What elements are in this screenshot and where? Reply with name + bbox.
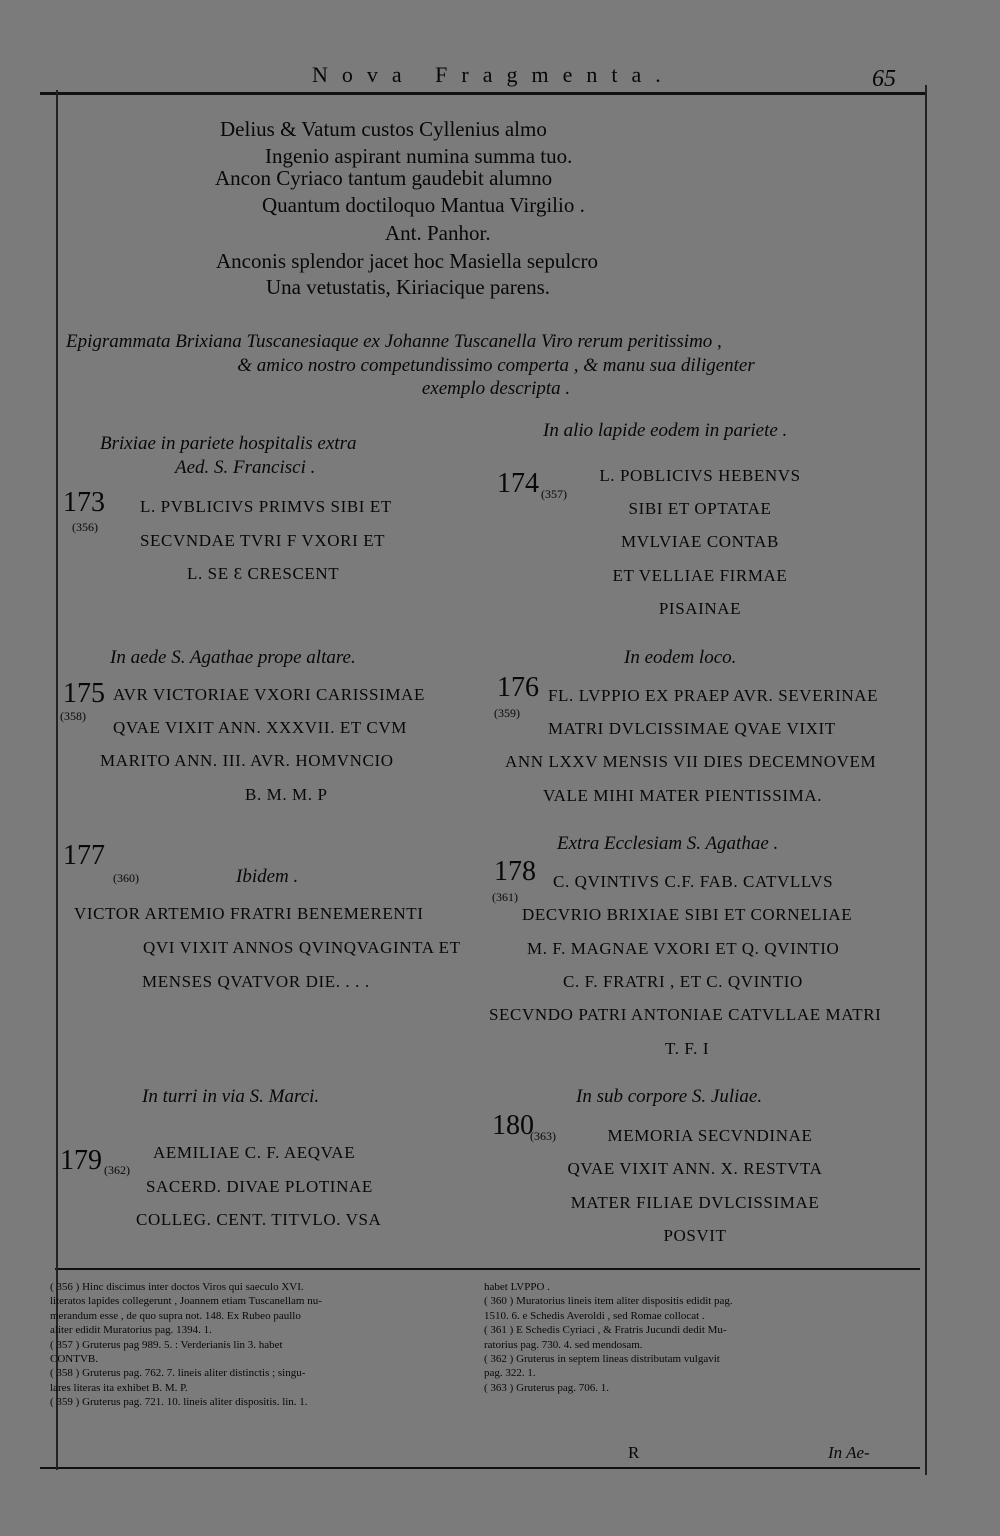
footnote-line: literatos lapides collegerunt , Joannem etiam Tuscanellam nu- xyxy=(50,1295,322,1308)
inscription-line: PISAINAE xyxy=(658,599,742,618)
page-number: 65 xyxy=(872,66,896,92)
inscription-line: MATRI DVLCISSIMAE QVAE VIXIT xyxy=(548,719,836,738)
footnote-line: ( 357 ) Gruterus pag 989. 5. : Verderianis lin 3. habet xyxy=(50,1338,283,1351)
footnote-ref: (357) xyxy=(541,487,567,501)
footnote-ref: (361) xyxy=(492,890,518,904)
inscription-line: QVAE VIXIT ANN. X. RESTVTA xyxy=(567,1159,823,1178)
footnote-ref: (363) xyxy=(530,1129,556,1143)
signature-mark: R xyxy=(628,1443,640,1462)
inscription-line: ANN LXXV MENSIS VII DIES DECEMNOVEM xyxy=(505,752,877,771)
inscription-heading: In alio lapide eodem in pariete . xyxy=(543,420,788,441)
inscription-line: SECVNDAE TVRI F VXORI ET xyxy=(140,531,386,550)
footnote-rule xyxy=(55,1268,920,1270)
inscription-number: 174 xyxy=(497,468,539,499)
footnote-line: habet LVPPO . xyxy=(484,1281,550,1293)
inscription-line: MEMORIA SECVNDINAE xyxy=(607,1126,813,1145)
footnote-line: merandum esse , de quo supra not. 148. Ex Rubeo paullo xyxy=(50,1309,301,1322)
footnote-line: ratorius pag. 730. 4. sed mendosam. xyxy=(484,1338,643,1351)
footnote-line: ( 359 ) Gruterus pag. 721. 10. lineis aliter dispositis. lin. 1. xyxy=(50,1396,308,1409)
footnote-line: aliter edidit Muratorius pag. 1394. 1. xyxy=(50,1324,212,1337)
inscription-heading: In sub corpore S. Juliae. xyxy=(576,1086,763,1107)
inscription-number: 177 xyxy=(63,840,105,871)
poem-line: Ingenio aspirant numina summa tuo. xyxy=(265,144,573,168)
footnote-line: pag. 322. 1. xyxy=(484,1367,536,1380)
poem-line: Ancon Cyriaco tantum gaudebit alumno xyxy=(215,166,553,190)
inscription-line: AEMILIAE C. F. AEQVAE xyxy=(153,1143,356,1162)
footnotes-left xyxy=(50,1280,480,1410)
inscription-heading: Aed. S. Francisci . xyxy=(175,457,316,478)
inscription-line: QVI VIXIT ANNOS QVINQVAGINTA ET xyxy=(143,938,461,957)
poem-attribution: Ant. Panhor. xyxy=(385,221,491,245)
inscription-heading: In eodem loco. xyxy=(624,647,737,668)
right-margin-line xyxy=(925,85,927,1475)
inscription-line: MVLVIAE CONTAB xyxy=(621,532,779,551)
inscription-line: POSVIT xyxy=(663,1226,727,1245)
inscription-line: DECVRIO BRIXIAE SIBI ET CORNELIAE xyxy=(522,905,853,924)
footnote-line: lares literas ita exhibet B. M. P. xyxy=(50,1381,188,1394)
inscription-number: 180 xyxy=(492,1110,534,1141)
inscription-line: MATER FILIAE DVLCISSIMAE xyxy=(570,1193,820,1212)
inscription-number: 179 xyxy=(60,1145,102,1176)
footnote-line: ( 358 ) Gruterus pag. 762. 7. lineis aliter distinctis ; singu- xyxy=(50,1367,306,1380)
inscription-line: VALE MIHI MATER PIENTISSIMA. xyxy=(543,786,823,805)
footnote-ref: (358) xyxy=(60,709,86,723)
inscription-line: ET VELLIAE FIRMAE xyxy=(612,566,788,585)
footnote-line: CONTVB. xyxy=(50,1353,98,1366)
inscription-number: 175 xyxy=(63,678,105,709)
inscription-line: SACERD. DIVAE PLOTINAE xyxy=(146,1177,373,1196)
inscription-line: C. F. FRATRI , ET C. QVINTIO xyxy=(563,972,803,991)
footnote-line: ( 362 ) Gruterus in septem lineas distributam vulgavit xyxy=(484,1353,720,1366)
top-rule xyxy=(40,92,925,95)
inscription-number: 176 xyxy=(497,672,539,703)
inscription-number: 173 xyxy=(63,487,105,518)
inscription-line: COLLEG. CENT. TITVLO. VSA xyxy=(136,1210,382,1229)
poem-line: Delius & Vatum custos Cyllenius almo xyxy=(220,117,547,141)
inscription-line: SIBI ET OPTATAE xyxy=(628,499,772,518)
left-margin-line xyxy=(56,90,58,1470)
footnote-line: 1510. 6. e Schedis Averoldi , sed Romae collocat . xyxy=(484,1309,705,1322)
footnote-line: ( 363 ) Gruterus pag. 706. 1. xyxy=(484,1381,609,1394)
poem-line: Anconis splendor jacet hoc Masiella sepulcro xyxy=(216,249,598,273)
footnote-ref: (360) xyxy=(113,871,139,885)
footnotes-right xyxy=(484,1280,904,1395)
poem-line: Quantum doctiloquo Mantua Virgilio . xyxy=(262,193,585,217)
bottom-rule xyxy=(40,1467,920,1469)
footnote-ref: (356) xyxy=(72,520,98,534)
inscription-line: AVR VICTORIAE VXORI CARISSIMAE xyxy=(113,685,425,704)
inscription-number: 178 xyxy=(494,856,536,887)
intro-line: Epigrammata Brixiana Tuscanesiaque ex Johanne Tuscanella Viro rerum peritissimo , xyxy=(66,331,722,352)
inscription-heading: Ibidem . xyxy=(236,866,299,887)
footnote-line: ( 356 ) Hinc discimus inter doctos Viros qui saeculo XVI. xyxy=(50,1281,304,1293)
inscription-line: B. M. M. P xyxy=(245,785,328,804)
footnote-ref: (359) xyxy=(494,706,520,720)
intro-line: & amico nostro competundissimo comperta , & manu sua diligenter xyxy=(237,355,755,376)
footnote-ref: (362) xyxy=(104,1163,130,1177)
inscription-heading: In aede S. Agathae prope altare. xyxy=(110,647,356,668)
inscription-line: SECVNDO PATRI ANTONIAE CATVLLAE MATRI xyxy=(489,1005,882,1024)
inscription-line: FL. LVPPIO EX PRAEP AVR. SEVERINAE xyxy=(548,686,879,705)
inscription-line: VICTOR ARTEMIO FRATRI BENEMERENTI xyxy=(74,904,424,923)
inscription-line: MARITO ANN. III. AVR. HOMVNCIO xyxy=(100,751,394,770)
inscription-line: L. PVBLICIVS PRIMVS SIBI ET xyxy=(140,497,392,516)
inscription-line: L. POBLICIVS HEBENVS xyxy=(599,466,801,485)
inscription-heading: Brixiae in pariete hospitalis extra xyxy=(100,433,357,454)
catchword: In Ae- xyxy=(828,1443,870,1462)
poem-line: Una vetustatis, Kiriacique parens. xyxy=(266,275,550,299)
inscription-line: T. F. I xyxy=(665,1039,710,1058)
inscription-heading: In turri in via S. Marci. xyxy=(142,1086,320,1107)
footnote-line: ( 360 ) Muratorius lineis item aliter dispositis edidit pag. xyxy=(484,1295,733,1308)
intro-line: exemplo descripta . xyxy=(421,378,571,399)
running-title: Nova Fragmenta. xyxy=(312,62,675,87)
inscription-line: MENSES QVATVOR DIE. . . . xyxy=(142,972,370,991)
inscription-line: L. SE Ɛ CRESCENT xyxy=(187,564,340,583)
inscription-line: M. F. MAGNAE VXORI ET Q. QVINTIO xyxy=(527,939,840,958)
inscription-heading: Extra Ecclesiam S. Agathae . xyxy=(557,833,779,854)
inscription-line: C. QVINTIVS C.F. FAB. CATVLLVS xyxy=(553,872,834,891)
footnote-line: ( 361 ) E Schedis Cyriaci , & Fratris Jucundi dedit Mu- xyxy=(484,1324,727,1337)
inscription-line: QVAE VIXIT ANN. XXXVII. ET CVM xyxy=(113,718,407,737)
